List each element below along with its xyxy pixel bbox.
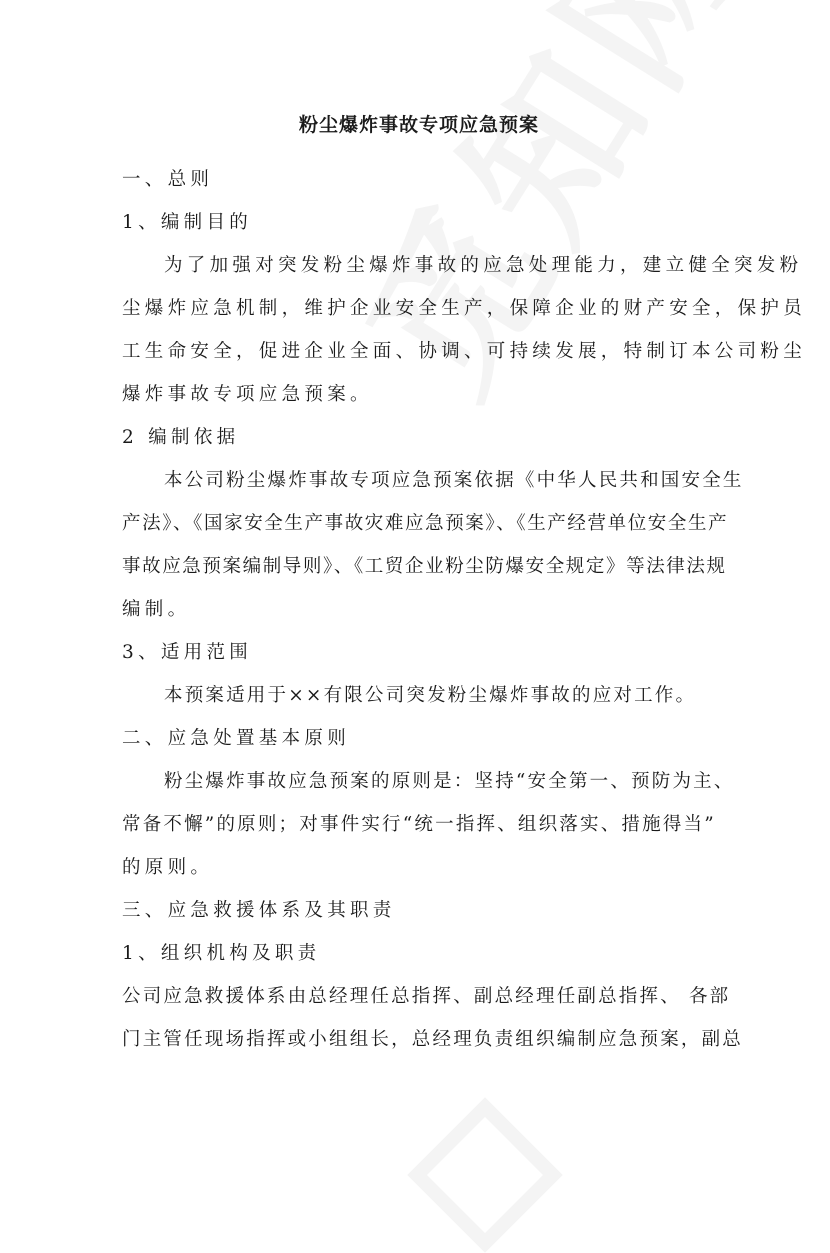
paragraph-line: 本公司粉尘爆炸事故专项应急预案依据《中华人民共和国安全生	[164, 470, 744, 491]
paragraph-line: 产法》、《国家安全生产事故灾难应急预案》、《生产经营单位安全生产	[122, 513, 729, 534]
paragraph-line: 常备不懈”的原则；对事件实行“统一指挥、组织落实、措施得当”	[122, 814, 716, 835]
subsection-heading-scope: 3、适用范围	[122, 642, 253, 663]
paragraph-line: 的原则。	[122, 857, 214, 878]
paragraph-line: 事故应急预案编制导则》、《工贸企业粉尘防爆安全规定》等法律法规	[122, 556, 727, 577]
paragraph-line: 门主管任现场指挥或小组组长，总经理负责组织编制应急预案，副总	[122, 1029, 744, 1050]
paragraph-line: 编制。	[122, 599, 191, 620]
paragraph-line: 粉尘爆炸事故应急预案的原则是：坚持“安全第一、预防为主、	[164, 771, 735, 792]
watermark-logo-icon	[407, 1097, 563, 1253]
document-title: 粉尘爆炸事故专项应急预案	[298, 114, 539, 136]
paragraph-basis	[122, 459, 744, 631]
subsection-heading-organization: 1、组织机构及职责	[122, 943, 321, 964]
subsection-heading-basis: 2 编制依据	[122, 427, 240, 448]
paragraph-line: 工生命安全，促进企业全面、协调、可持续发展，特制订本公司粉尘	[122, 341, 807, 362]
paragraph-principles	[122, 760, 735, 889]
paragraph-line: 本预案适用于××有限公司突发粉尘爆炸事故的应对工作。	[164, 685, 697, 706]
paragraph-organization	[122, 975, 744, 1061]
paragraph-line: 爆炸事故专项应急预案。	[122, 384, 373, 405]
paragraph-line: 尘爆炸应急机制，维护企业安全生产，保障企业的财产安全，保护员	[122, 298, 807, 319]
paragraph-purpose	[122, 244, 807, 416]
paragraph-line: 公司应急救援体系由总经理任总指挥、副总经理任副总指挥、 各部	[122, 986, 731, 1007]
section-heading-rescue-system: 三、应急救援体系及其职责	[122, 900, 396, 921]
section-heading-general: 一、总则	[122, 169, 214, 190]
paragraph-scope	[122, 674, 708, 717]
section-heading-principles: 二、应急处置基本原则	[122, 728, 351, 749]
paragraph-line: 为了加强对突发粉尘爆炸事故的应急处理能力，建立健全突发粉	[164, 255, 803, 276]
document-body	[122, 112, 807, 1061]
subsection-heading-purpose: 1、编制目的	[122, 212, 253, 233]
